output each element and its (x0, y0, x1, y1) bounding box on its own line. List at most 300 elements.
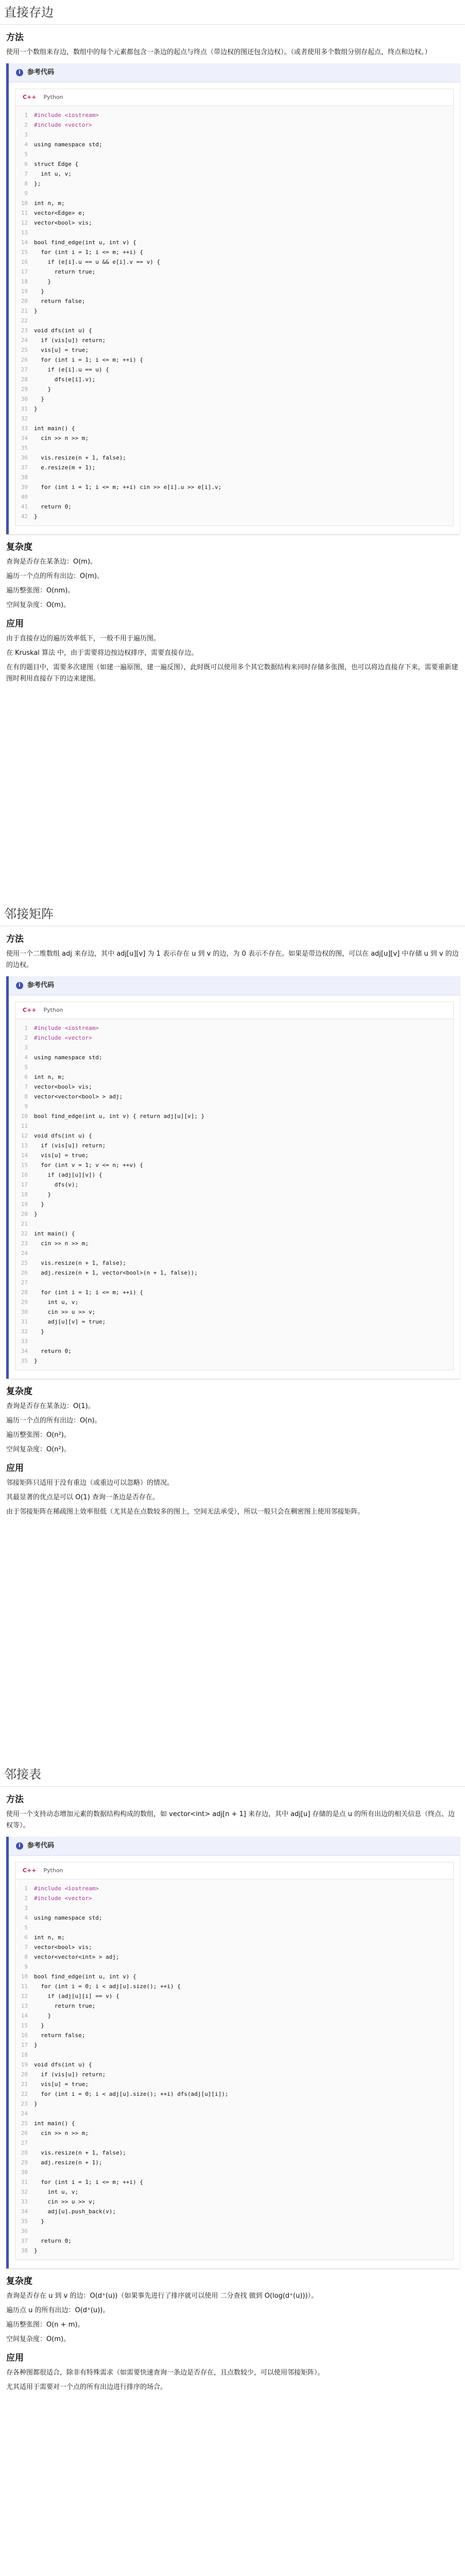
line-number: 15 (21, 1162, 28, 1168)
line-number: 2 (24, 1895, 28, 1902)
code-line (15, 2099, 453, 2109)
method-heading: 方法 (6, 32, 24, 43)
code-line (15, 414, 453, 423)
code-line (15, 286, 453, 296)
code-line (15, 2079, 453, 2089)
line-number: 16 (21, 2032, 28, 2039)
code-text: bool find_edge(int u, int v) { (34, 239, 136, 246)
code-text: vector<vector<bool> > adj; (34, 1093, 123, 1100)
line-number: 36 (21, 2228, 28, 2234)
line-number: 30 (21, 2169, 28, 2176)
code-text: vis[u] = true; (34, 2081, 89, 2088)
complexity-heading: 复杂度 (6, 2276, 32, 2286)
line-number: 11 (21, 1983, 28, 1990)
code-text: return 0; (34, 503, 72, 510)
code-line (15, 443, 453, 453)
code-text: #include <vector> (34, 122, 92, 128)
code-text: int n, m; (34, 200, 65, 207)
code-line (15, 1287, 453, 1297)
code-text: } (34, 1211, 38, 1217)
code-block[interactable] (15, 106, 453, 526)
code-text: cin >> n >> m; (34, 435, 89, 442)
paragraph: 遍历点 u 的所有出边：O(d⁺(u))。 (6, 2307, 110, 2314)
line-number: 6 (24, 1074, 28, 1080)
code-text: #include <vector> (34, 1895, 92, 1902)
section-adjacency-list (0, 1762, 465, 2396)
code-line (15, 433, 453, 443)
code-line (15, 257, 453, 267)
paragraph: 查询是否存在某条边：O(m)。 (6, 558, 97, 566)
code-line (15, 1346, 453, 1356)
code-text: cin >> n >> m; (34, 1240, 89, 1247)
line-number: 32 (21, 1328, 28, 1335)
code-text: vector<bool> vis; (34, 1083, 92, 1090)
line-number: 8 (24, 1954, 28, 1960)
line-number: 35 (21, 1358, 28, 1364)
code-text: if (vis[u]) return; (34, 1142, 106, 1149)
line-number: 12 (21, 1993, 28, 1999)
line-number: 14 (21, 1152, 28, 1159)
line-number: 37 (21, 2238, 28, 2244)
line-number: 20 (21, 2071, 28, 2078)
line-number: 15 (21, 2022, 28, 2029)
line-number: 25 (21, 2120, 28, 2127)
paragraph: 在 Kruskal 算法 中，由于需要将边按边权排序，需要直接存边。 (6, 649, 198, 657)
line-number: 24 (21, 2110, 28, 2117)
code-line (15, 2246, 453, 2256)
code-line (15, 159, 453, 169)
line-number: 18 (21, 2052, 28, 2058)
code-text: return true; (34, 2003, 96, 2009)
line-number: 10 (21, 1113, 28, 1120)
code-line (15, 2011, 453, 2021)
line-number: 1 (24, 1885, 28, 1892)
code-text: adj[u].push_back(v); (34, 2208, 116, 2215)
line-number: 11 (21, 210, 28, 216)
line-number: 20 (21, 298, 28, 304)
line-number: 10 (21, 1973, 28, 1980)
code-line (15, 120, 453, 130)
code-text: #include <iostream> (34, 1885, 99, 1892)
code-line (15, 1072, 453, 1082)
code-text: }; (34, 180, 41, 187)
code-line (15, 2128, 453, 2138)
code-line (15, 1903, 453, 1913)
section-direct-edges (0, 0, 465, 688)
code-text: } (34, 405, 38, 412)
line-number: 16 (21, 1172, 28, 1178)
code-text: vector<vector<int> > adj; (34, 1954, 119, 1960)
code-line (15, 1111, 453, 1121)
code-text: int u, v; (34, 2189, 79, 2195)
line-number: 26 (21, 1269, 28, 1276)
paragraph: 由于直接存边的遍历效率低下，一般不用于遍历图。 (6, 635, 161, 642)
code-text: return 0; (34, 2238, 72, 2244)
application-list (0, 2367, 465, 2393)
paragraph: 邻接矩阵只适用于没有重边（或重边可以忽略）的情况。 (6, 1479, 174, 1487)
tab-python[interactable]: Python (43, 1007, 63, 1013)
line-number: 31 (21, 405, 28, 412)
line-number: 26 (21, 357, 28, 363)
paragraph: 其最显著的优点是可以 O(1) 查询一条边是否存在。 (6, 1494, 159, 1501)
code-line (15, 1170, 453, 1180)
code-text: cin >> u >> v; (34, 1309, 96, 1315)
line-number: 42 (21, 513, 28, 520)
code-text: void dfs(int u) { (34, 1132, 92, 1139)
line-number: 33 (21, 425, 28, 432)
code-line (15, 394, 453, 404)
code-line (15, 2177, 453, 2187)
method-heading: 方法 (6, 934, 24, 944)
code-line (15, 2030, 453, 2040)
code-line (15, 149, 453, 159)
code-text: for (int i = 0; i < adj[u].size(); ++i) dfs(adj[u][i]); (34, 2091, 229, 2097)
line-number: 31 (21, 1318, 28, 1325)
line-number: 21 (21, 308, 28, 314)
code-line (15, 1023, 453, 1033)
code-text: for (int v = 1; v <= n; ++v) { (34, 1162, 143, 1168)
line-number: 39 (21, 484, 28, 490)
code-line (15, 2070, 453, 2079)
line-number: 3 (24, 1905, 28, 1911)
code-line (15, 2148, 453, 2158)
code-line (15, 1239, 453, 1248)
code-line (15, 1219, 453, 1229)
line-number: 3 (24, 1044, 28, 1051)
code-text: vis.resize(n + 1, false); (34, 454, 126, 461)
application-heading: 应用 (6, 1463, 24, 1473)
code-line (15, 2001, 453, 2011)
line-number: 17 (21, 2042, 28, 2048)
paragraph: 由于邻接矩阵在稀疏图上效率很低（尤其是在点数较多的图上，空间无法承受），所以一般只会在稠密图上使用邻接矩阵。 (6, 1508, 365, 1516)
line-number: 8 (24, 180, 28, 187)
line-number: 31 (21, 2179, 28, 2185)
line-number: 25 (21, 347, 28, 353)
line-number: 19 (21, 1201, 28, 1208)
code-line (15, 355, 453, 365)
line-number: 23 (21, 2100, 28, 2107)
application-heading: 应用 (6, 619, 24, 629)
line-number: 19 (21, 2061, 28, 2068)
paragraph: 遍历一个点的所有出边：O(m)。 (6, 572, 104, 580)
line-number: 29 (21, 386, 28, 393)
line-number: 9 (24, 1963, 28, 1970)
code-text: if (adj[u][i] == v) { (34, 1993, 119, 1999)
tab-python[interactable]: Python (43, 1867, 63, 1874)
code-line (15, 345, 453, 355)
code-text: if (e[i].u == u) { (34, 366, 109, 373)
line-number: 20 (21, 1211, 28, 1217)
code-line (15, 2109, 453, 2119)
line-number: 32 (21, 415, 28, 422)
line-number: 6 (24, 1934, 28, 1941)
code-text: int main() { (34, 2120, 75, 2127)
code-line (15, 365, 453, 375)
code-line (15, 2207, 453, 2216)
code-line (15, 1317, 453, 1327)
line-number: 36 (21, 454, 28, 461)
line-number: 24 (21, 337, 28, 344)
code-line (15, 2216, 453, 2226)
code-line (15, 1913, 453, 1923)
code-line (15, 140, 453, 149)
code-text: } (34, 1191, 51, 1198)
code-line (15, 2050, 453, 2060)
paragraph: 在有的题目中，需要多次建图（如建一遍原图，建一遍反图），此时既可以使用多个其它数据结构来同时存储多张图，也可以将边直接存下来，需要重新建图时利用直接存下的边来建图。 (6, 664, 458, 683)
code-text: } (34, 2012, 51, 2019)
code-text: for (int i = 1; i <= m; ++i) cin >> e[i].u >> e[i].v; (34, 484, 222, 490)
line-number: 18 (21, 1191, 28, 1198)
code-text: for (int i = 1; i <= m; ++i) { (34, 2179, 143, 2185)
code-text: int n, m; (34, 1074, 65, 1080)
code-line (15, 423, 453, 433)
code-text: #include <iostream> (34, 112, 99, 118)
code-text: vis[u] = true; (34, 1152, 89, 1159)
line-number: 22 (21, 317, 28, 324)
line-number: 7 (24, 1083, 28, 1090)
tab-cpp[interactable]: C++ (23, 1867, 37, 1874)
code-text: using namespace std; (34, 1054, 102, 1061)
code-text: } (34, 2022, 44, 2029)
code-line (15, 1268, 453, 1278)
code-line (15, 453, 453, 463)
line-number: 34 (21, 1348, 28, 1354)
line-number: 7 (24, 171, 28, 177)
code-text: int main() { (34, 1230, 75, 1237)
code-line (15, 512, 453, 521)
code-text: return false; (34, 298, 85, 304)
tab-cpp[interactable]: C++ (23, 1007, 37, 1013)
code-text: vis.resize(n + 1, false); (34, 2149, 126, 2156)
code-line (15, 1062, 453, 1072)
code-line (15, 1101, 453, 1111)
line-number: 41 (21, 503, 28, 510)
code-line (15, 1962, 453, 1972)
code-text: adj.resize(n + 1); (34, 2159, 102, 2166)
line-number: 21 (21, 1221, 28, 1227)
code-text: cin >> u >> v; (34, 2198, 96, 2205)
code-line (15, 1278, 453, 1287)
line-number: 26 (21, 2130, 28, 2137)
line-number: 40 (21, 494, 28, 500)
paragraph: 尤其适用于需要对一个点的所有出边进行排序的场合。 (6, 2383, 167, 2391)
line-number: 5 (24, 1924, 28, 1931)
code-text: #include <vector> (34, 1035, 92, 1041)
line-number: 33 (21, 2198, 28, 2205)
line-number: 28 (21, 1289, 28, 1296)
code-line (15, 169, 453, 179)
code-text: return false; (34, 2032, 85, 2039)
info-icon: i (16, 1842, 23, 1850)
line-number: 28 (21, 2149, 28, 2156)
paragraph: 空间复杂度：O(m)。 (6, 601, 71, 609)
reference-label: 参考代码 (27, 981, 55, 989)
code-text: void dfs(int u) { (34, 327, 92, 334)
code-line (15, 502, 453, 512)
code-line (15, 404, 453, 414)
code-line (15, 1082, 453, 1092)
code-text: vector<Edge> e; (34, 210, 85, 216)
code-text: int n, m; (34, 1934, 65, 1941)
code-block[interactable] (15, 1019, 453, 1370)
code-line (15, 2197, 453, 2207)
paragraph: 查询是否存在 u 到 v 的边：O(d⁺(u))（如果事先进行了排序就可以使用 二分查找 做到 O(log(d⁺(u)))）。 (6, 2292, 318, 2300)
code-text: for (int i = 1; i <= m; ++i) { (34, 357, 143, 363)
code-text: vis[u] = true; (34, 347, 89, 353)
code-line (15, 1131, 453, 1141)
application-list (0, 1478, 465, 1518)
line-number: 10 (21, 200, 28, 207)
code-line (15, 335, 453, 345)
paragraph: 遍历整张图：O(n²)。 (6, 1431, 71, 1439)
code-line (15, 1933, 453, 1942)
code-text: } (34, 1328, 44, 1335)
paragraph: 空间复杂度：O(m)。 (6, 2335, 71, 2343)
code-line (15, 1121, 453, 1131)
reference-label: 参考代码 (27, 69, 55, 76)
code-line (15, 179, 453, 189)
code-text: return 0; (34, 1348, 72, 1354)
code-line (15, 384, 453, 394)
code-text: void dfs(int u) { (34, 2061, 92, 2068)
code-line (15, 110, 453, 120)
code-text: int u, v; (34, 1299, 79, 1306)
line-number: 27 (21, 1279, 28, 1286)
line-number: 13 (21, 229, 28, 236)
code-line (15, 316, 453, 326)
code-line (15, 482, 453, 492)
line-number: 24 (21, 1250, 28, 1257)
code-text: vector<bool> vis; (34, 219, 92, 226)
paragraph: 空间复杂度：O(n²)。 (6, 1446, 71, 1453)
code-text: } (34, 288, 44, 295)
code-text: cin >> n >> m; (34, 2130, 89, 2137)
complexity-heading: 复杂度 (6, 542, 32, 552)
line-number: 28 (21, 376, 28, 383)
line-number: 5 (24, 1064, 28, 1071)
code-line (15, 472, 453, 482)
code-text: using namespace std; (34, 1914, 102, 1921)
line-number: 3 (24, 131, 28, 138)
code-line (15, 1141, 453, 1150)
line-number: 38 (21, 2247, 28, 2254)
paragraph: 存各种图都很适合，除非有特殊需求（如需要快速查询一条边是否存在，且点数较少，可以使用邻接矩阵）。 (6, 2369, 324, 2377)
code-line (15, 1258, 453, 1268)
tab-cpp[interactable]: C++ (23, 94, 37, 100)
code-line (15, 228, 453, 238)
line-number: 9 (24, 190, 28, 197)
reference-label: 参考代码 (27, 1842, 55, 1850)
code-line (15, 1033, 453, 1043)
paragraph: 查询是否存在某条边：O(1)。 (6, 1402, 95, 1410)
code-line (15, 2119, 453, 2128)
method-heading: 方法 (6, 1794, 24, 1805)
section-title: 邻接表 (0, 1762, 465, 1787)
code-line (15, 1336, 453, 1346)
reference-code-block[interactable] (6, 63, 460, 534)
code-line (15, 267, 453, 277)
code-line (15, 1981, 453, 1991)
line-number: 23 (21, 327, 28, 334)
line-number: 16 (21, 259, 28, 265)
complexity-list (0, 2291, 465, 2345)
line-number: 7 (24, 1944, 28, 1951)
code-line (15, 1972, 453, 1981)
code-text: if (adj[u][v]) { (34, 1172, 102, 1178)
code-line (15, 1297, 453, 1307)
code-line (15, 1160, 453, 1170)
line-number: 9 (24, 1103, 28, 1110)
line-number: 33 (21, 1338, 28, 1345)
code-line (15, 198, 453, 208)
code-line (15, 2021, 453, 2030)
code-line (15, 1884, 453, 1893)
code-line (15, 1209, 453, 1219)
code-text: dfs(e[i].v); (34, 376, 96, 383)
paragraph: 遍历整张图：O(n + m)。 (6, 2321, 84, 2329)
line-number: 14 (21, 239, 28, 246)
code-text: if (e[i].u == u && e[i].v == v) { (34, 259, 161, 265)
method-text: 使用一个二维数组 adj 来存边，其中 adj[u][v] 为 1 表示存在 u 到 v 的边，为 0 表示不存在。如果是带边权的图，可以在 adj[u][v] 中存储 u 到 v 的边的边权。 (6, 950, 459, 969)
line-number: 17 (21, 1181, 28, 1188)
line-number: 8 (24, 1093, 28, 1100)
code-line (15, 2187, 453, 2197)
code-line (15, 1307, 453, 1317)
code-text: } (34, 513, 38, 520)
code-text: } (34, 2100, 38, 2107)
code-line (15, 2040, 453, 2050)
code-text: } (34, 386, 51, 393)
code-text: #include <iostream> (34, 1025, 99, 1031)
code-text: struct Edge { (34, 161, 79, 167)
code-line (15, 1893, 453, 1903)
line-number: 38 (21, 474, 28, 481)
code-line (15, 1053, 453, 1062)
code-line (15, 2236, 453, 2246)
code-line (15, 2089, 453, 2099)
line-number: 27 (21, 366, 28, 373)
code-line (15, 1190, 453, 1199)
line-number: 4 (24, 141, 28, 148)
line-number: 5 (24, 151, 28, 158)
line-number: 19 (21, 288, 28, 295)
line-number: 23 (21, 1240, 28, 1247)
line-number: 17 (21, 268, 28, 275)
line-number: 18 (21, 278, 28, 285)
line-number: 35 (21, 445, 28, 451)
line-number: 14 (21, 2012, 28, 2019)
code-block[interactable] (15, 1879, 453, 2260)
line-number: 21 (21, 2081, 28, 2088)
code-line (15, 492, 453, 502)
code-line (15, 2167, 453, 2177)
paragraph: 遍历整张图：O(nm)。 (6, 587, 75, 595)
code-text: return true; (34, 268, 96, 275)
tab-python[interactable]: Python (43, 94, 63, 100)
code-text: adj.resize(n + 1, vector<bool>(n + 1, false)); (34, 1269, 198, 1276)
reference-code-block[interactable] (6, 976, 460, 1379)
code-line (15, 130, 453, 140)
line-number: 27 (21, 2140, 28, 2146)
application-heading: 应用 (6, 2353, 24, 2363)
reference-code-block[interactable] (6, 1837, 460, 2268)
line-number: 6 (24, 161, 28, 167)
code-text: for (int i = 0; i < adj[u].size(); ++i) { (34, 1983, 181, 1990)
line-number: 12 (21, 219, 28, 226)
line-number: 13 (21, 1142, 28, 1149)
application-list (0, 633, 465, 685)
complexity-list (0, 556, 465, 611)
